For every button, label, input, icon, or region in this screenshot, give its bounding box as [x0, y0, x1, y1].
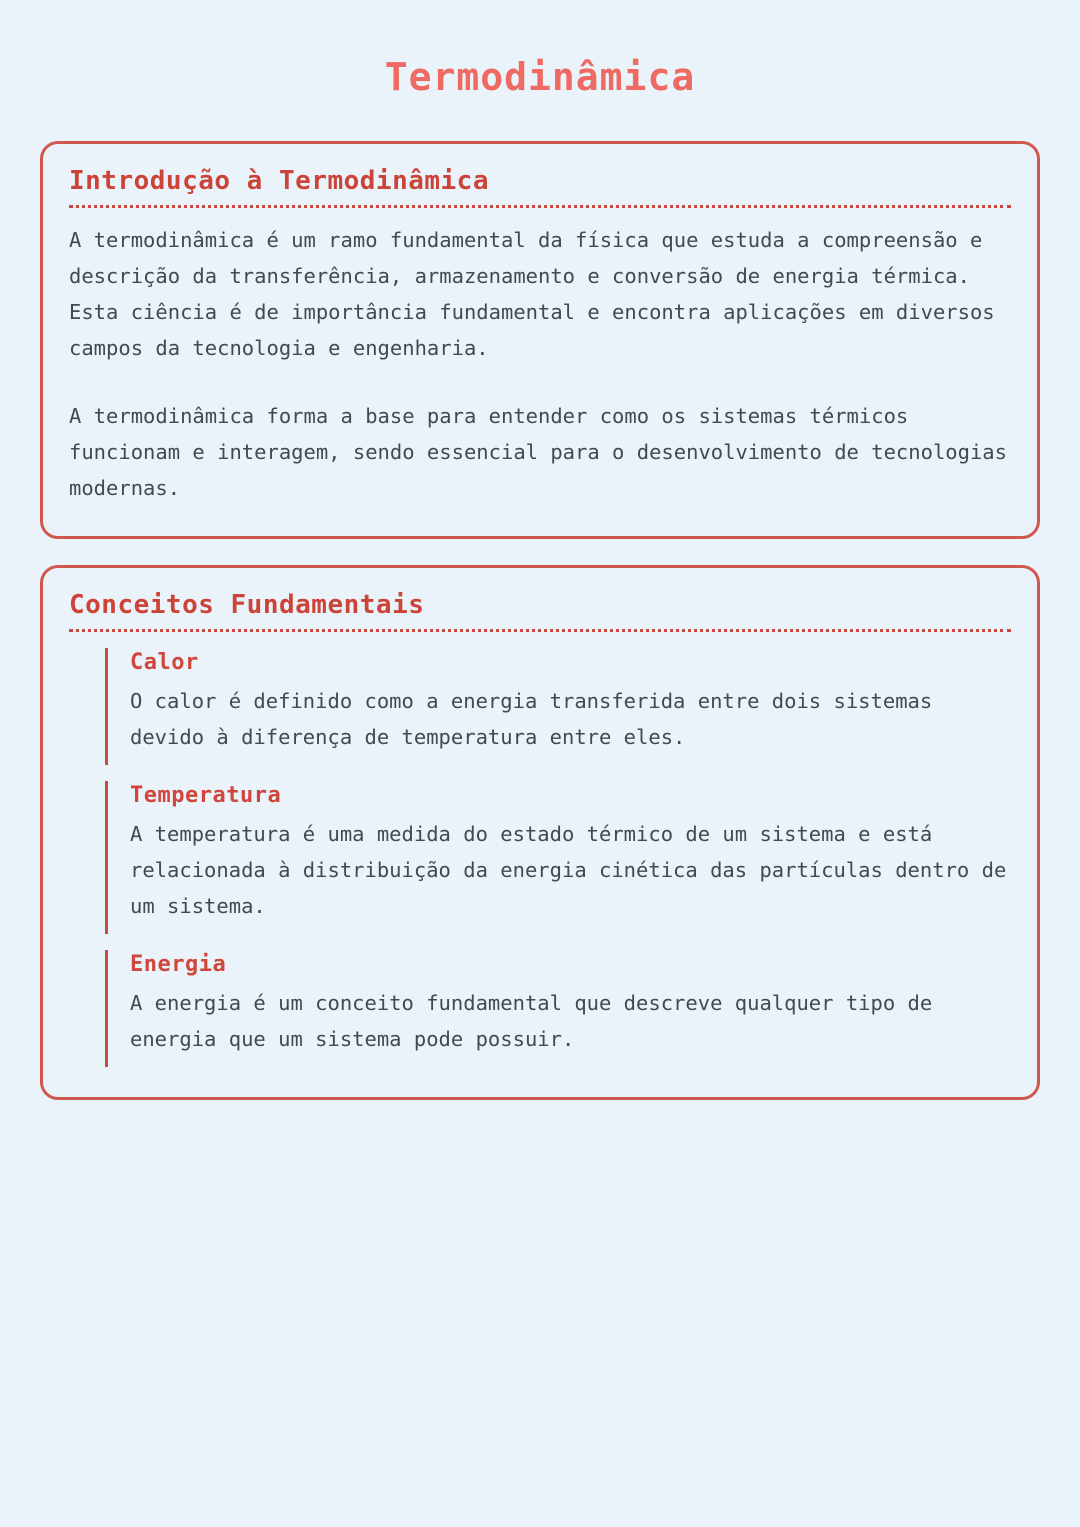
intro-paragraph-1: A termodinâmica é um ramo fundamental da física que estuda a compreensão e descrição da transferência, armazenamento e conversão de energia térmica. Esta ciência é de importância fundamental e encontra aplicações em diversos campos da tecnologia e engenharia.: [69, 228, 995, 360]
intro-paragraph-2: A termodinâmica forma a base para entender como os sistemas térmicos funcionam e interagem, sendo essencial para o desenvolvimento de tecnologias modernas.: [69, 404, 1007, 500]
subsection-text-temperatura: A temperatura é uma medida do estado térmico de um sistema e está relacionada à distribuição da energia cinética das partículas dentro de um sistema.: [130, 822, 1007, 918]
subsection-temperatura: [105, 781, 1011, 934]
subsection-energia: [105, 950, 1011, 1067]
subsection-calor: [105, 648, 1011, 765]
subsection-heading-temperatura: Temperatura: [130, 783, 282, 808]
subsection-text-calor: O calor é definido como a energia transferida entre dois sistemas devido à diferença de temperatura entre eles.: [130, 689, 933, 749]
subsection-heading-calor: Calor: [130, 650, 199, 675]
section-introducao: [40, 141, 1040, 539]
subsection-heading-energia: Energia: [130, 952, 227, 977]
section-heading-introducao: Introdução à Termodinâmica: [69, 166, 1011, 208]
section-conceitos: [40, 565, 1040, 1100]
page-title: Termodinâmica: [384, 55, 696, 99]
subsection-text-energia: A energia é um conceito fundamental que descreve qualquer tipo de energia que um sistema pode possuir.: [130, 991, 933, 1051]
section-heading-conceitos: Conceitos Fundamentais: [69, 590, 1011, 632]
